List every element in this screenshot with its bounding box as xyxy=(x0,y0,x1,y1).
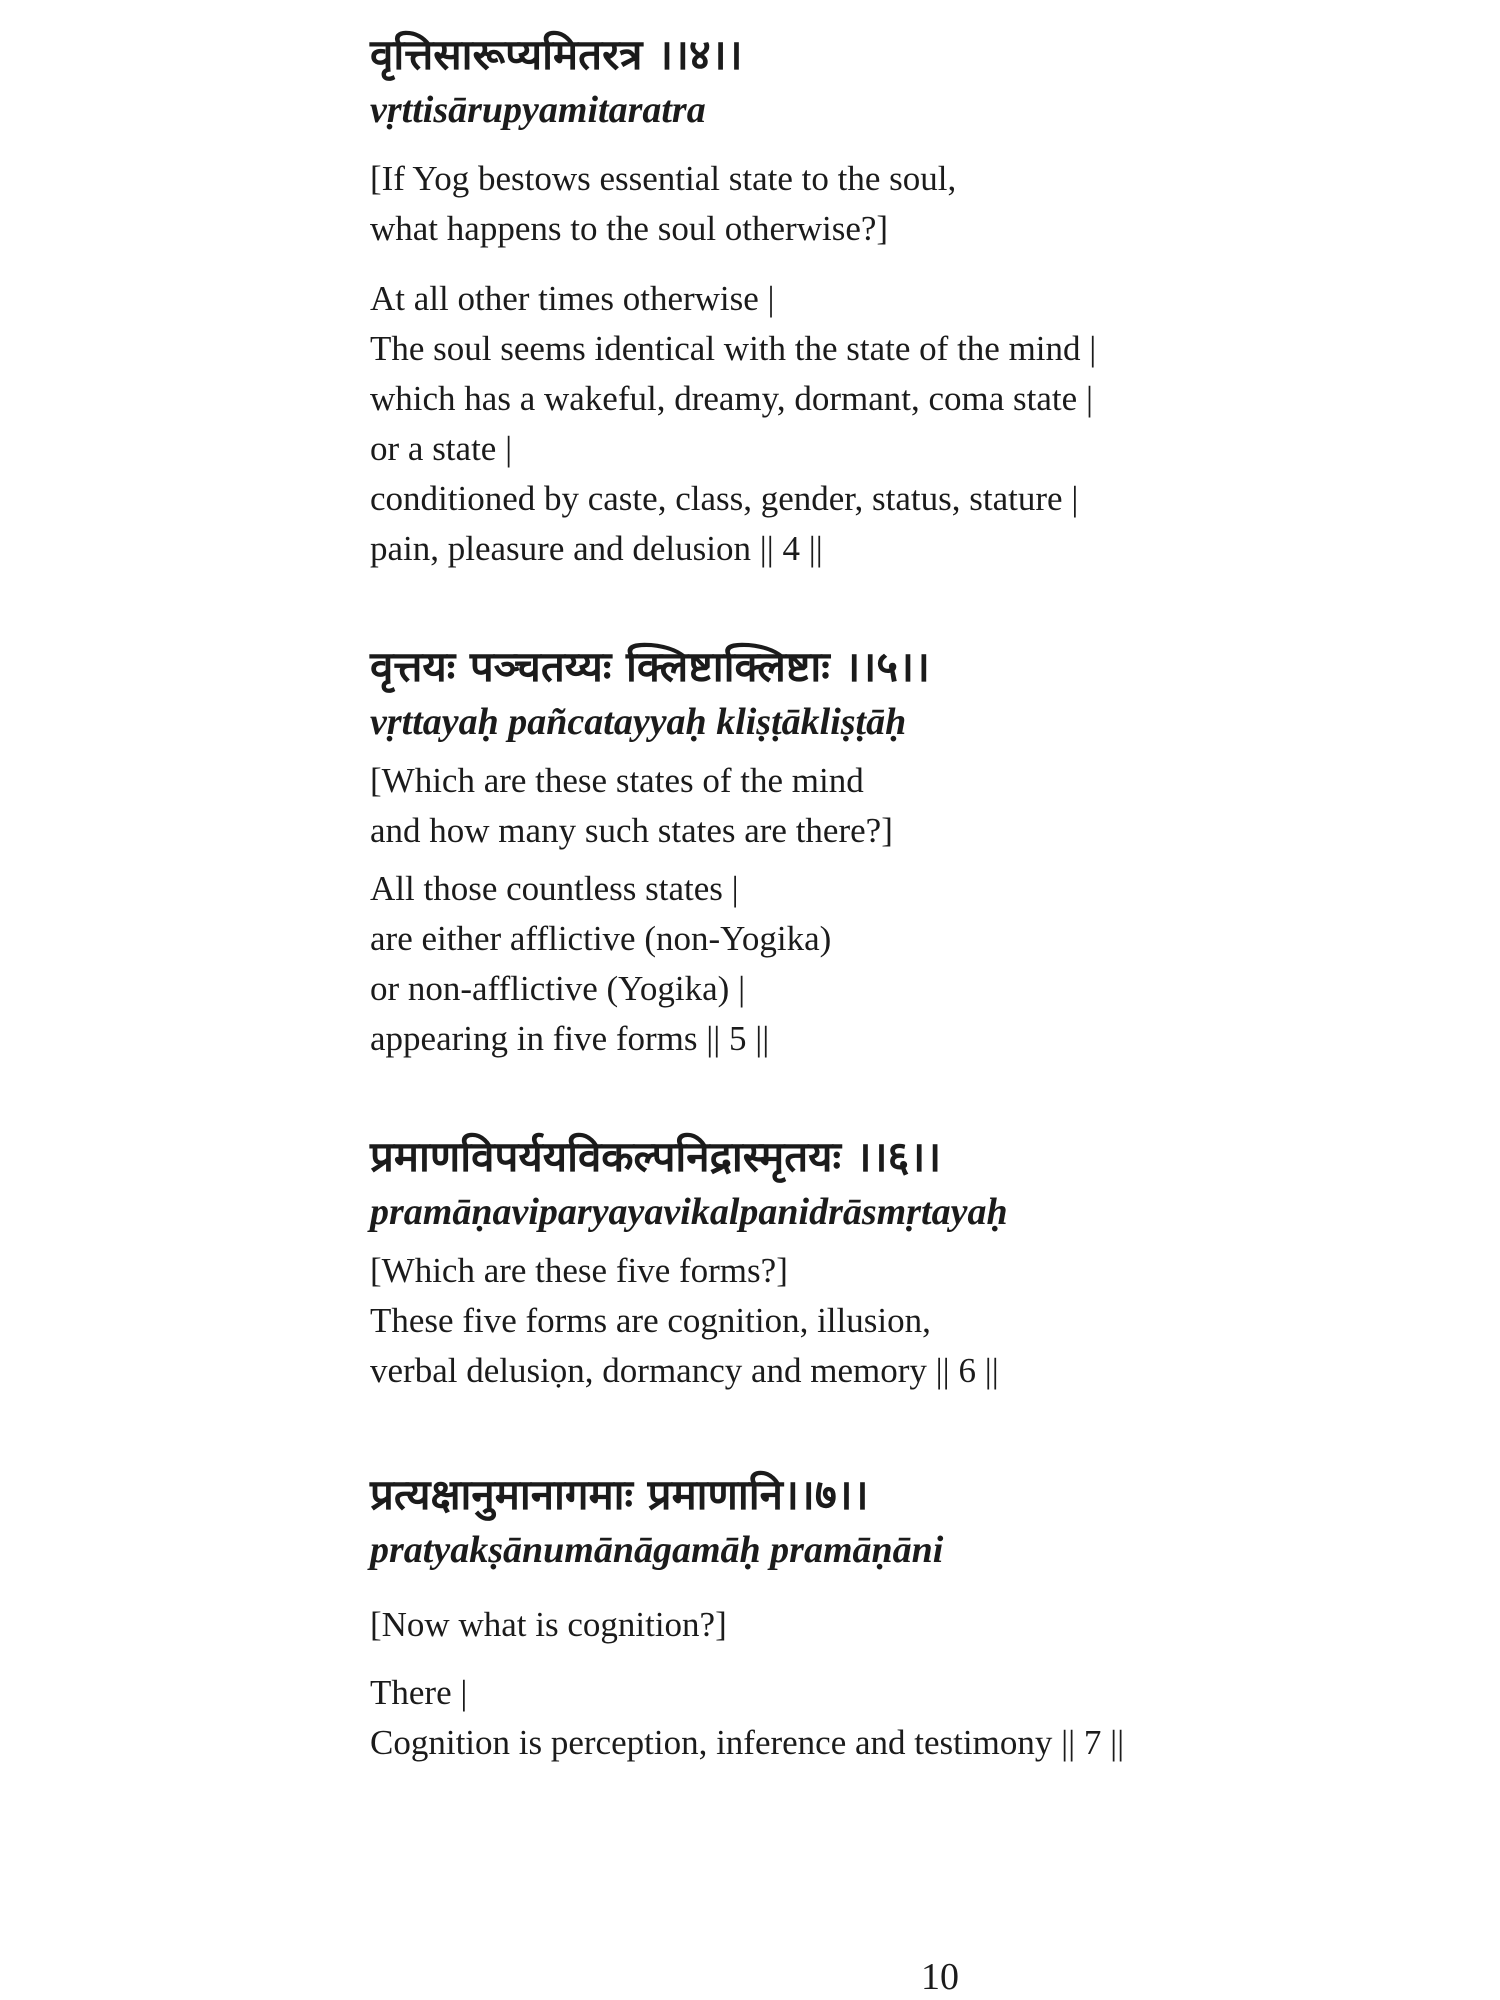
page-number: 10 xyxy=(921,1956,959,1998)
sutra-answer xyxy=(370,864,1370,1064)
sutra-4 xyxy=(370,28,1370,574)
answer-line: conditioned by caste, class, gender, status, stature | xyxy=(370,479,1079,518)
sutra-7 xyxy=(370,1468,1370,1768)
answer-line: These five forms are cognition, illusion, xyxy=(370,1301,931,1340)
answer-line: At all other times otherwise | xyxy=(370,279,775,318)
answer-line: appearing in five forms || 5 || xyxy=(370,1019,770,1058)
sutra-6 xyxy=(370,1130,1370,1396)
answer-line: pain, pleasure and delusion || 4 || xyxy=(370,529,823,568)
question-line: [Now what is cognition?] xyxy=(370,1605,727,1644)
question-line: [Which are these states of the mind xyxy=(370,761,864,800)
answer-line: The soul seems identical with the state of the mind | xyxy=(370,329,1097,368)
answer-line: All those countless states | xyxy=(370,869,739,908)
sutra-sanskrit: प्रत्यक्षानुमानागमाः प्रमाणानि।।७।। xyxy=(370,1470,869,1519)
answer-line: verbal delusiọn, dormancy and memory || 6 || xyxy=(370,1351,999,1390)
question-line: [If Yog bestows essential state to the soul, xyxy=(370,159,957,198)
sutra-sanskrit: प्रमाणविपर्ययविकल्पनिद्रास्मृतयः ।।६।। xyxy=(370,1132,942,1181)
answer-line: Cognition is perception, inference and testimony || 7 || xyxy=(370,1723,1125,1762)
sutra-transliteration: pratyakṣānumānāgamāḥ pramāṇāni xyxy=(370,1529,944,1571)
sutra-answer xyxy=(370,1296,1370,1396)
sutra-sanskrit: वृत्तयः पञ्चतय्यः क्लिष्टाक्लिष्टाः ।।५।। xyxy=(370,642,930,691)
sutra-answer xyxy=(370,274,1370,574)
answer-line: or non-afflictive (Yogika) | xyxy=(370,969,746,1008)
sutra-transliteration: pramāṇaviparyayavikalpanidrāsmṛtayaḥ xyxy=(370,1191,1008,1233)
sutra-answer xyxy=(370,1668,1370,1768)
sutra-question xyxy=(370,756,1370,856)
question-line: and how many such states are there?] xyxy=(370,811,893,850)
sutra-5 xyxy=(370,640,1370,1064)
question-line: what happens to the soul otherwise?] xyxy=(370,209,889,248)
sutra-sanskrit: वृत्तिसारूप्यमितरत्र ।।४।। xyxy=(370,30,743,79)
answer-line: There | xyxy=(370,1673,468,1712)
question-line: [Which are these five forms?] xyxy=(370,1251,788,1290)
answer-line: which has a wakeful, dreamy, dormant, coma state | xyxy=(370,379,1093,418)
sutra-transliteration: vṛttayaḥ pañcatayyaḥ kliṣṭākliṣṭāḥ xyxy=(370,701,907,743)
sutra-transliteration: vṛttisārupyamitaratra xyxy=(370,89,706,131)
answer-line: are either afflictive (non-Yogika) xyxy=(370,919,832,958)
answer-line: or a state | xyxy=(370,429,513,468)
sutra-question xyxy=(370,1246,1370,1296)
sutra-question xyxy=(370,1600,1370,1650)
sutra-question xyxy=(370,154,1370,254)
